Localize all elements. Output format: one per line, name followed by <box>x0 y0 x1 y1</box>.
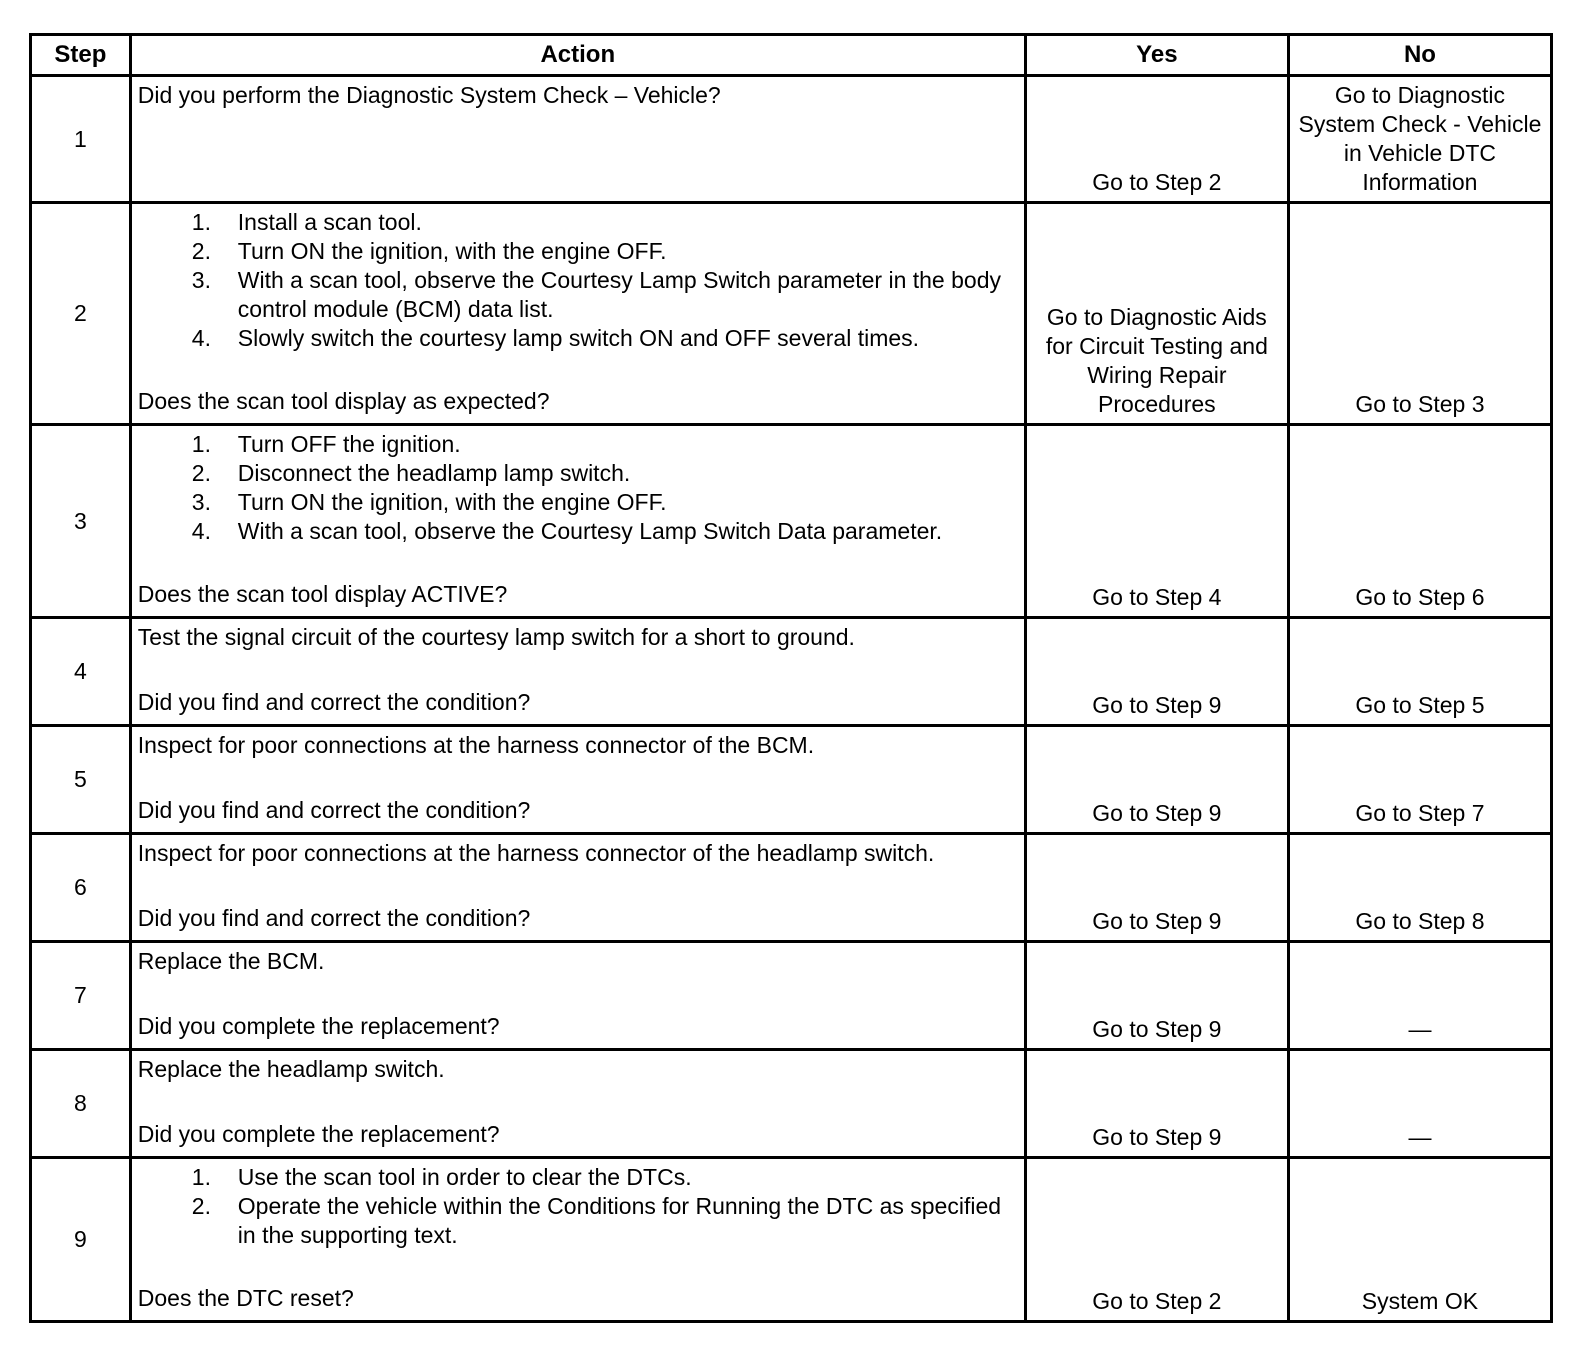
step-number: 7 <box>31 942 131 1050</box>
step-number: 6 <box>31 834 131 942</box>
procedure-item: Turn ON the ignition, with the engine OFF. <box>237 489 667 515</box>
step-number: 3 <box>31 425 131 618</box>
header-no: No <box>1288 35 1551 76</box>
table-row <box>31 203 1552 425</box>
step-number: 8 <box>31 1050 131 1158</box>
yes-result: Go to Step 9 <box>1025 942 1288 1050</box>
table-row <box>31 425 1552 618</box>
table-row <box>31 618 1552 726</box>
yes-result: Go to Step 2 <box>1025 76 1288 203</box>
header-action: Action <box>130 35 1025 76</box>
action-text: Inspect for poor connections at the harness connector of the BCM. <box>137 732 815 758</box>
procedure-list <box>138 430 1018 546</box>
action-cell <box>130 834 1025 942</box>
procedure-list <box>138 1163 1018 1250</box>
yes-result: Go to Step 4 <box>1025 425 1288 618</box>
no-result: Go to Step 5 <box>1288 618 1551 726</box>
action-text: Inspect for poor connections at the harness connector of the headlamp switch. <box>137 840 935 866</box>
step-number: 4 <box>31 618 131 726</box>
action-cell <box>130 1158 1025 1322</box>
no-result: Go to Diagnostic System Check - Vehicle in Vehicle DTC Information <box>1288 76 1551 203</box>
table-row <box>31 1158 1552 1322</box>
procedure-item: Slowly switch the courtesy lamp switch ON and OFF several times. <box>237 325 920 351</box>
no-result: Go to Step 3 <box>1288 203 1551 425</box>
diagnostic-table <box>29 33 1553 1323</box>
table-row <box>31 942 1552 1050</box>
action-question: Does the DTC reset? <box>137 1285 354 1311</box>
action-question: Did you find and correct the condition? <box>137 689 531 715</box>
procedure-item: With a scan tool, observe the Courtesy Lamp Switch Data parameter. <box>237 518 943 544</box>
table-row <box>31 726 1552 834</box>
no-result: Go to Step 6 <box>1288 425 1551 618</box>
procedure-item: With a scan tool, observe the Courtesy Lamp Switch parameter in the body control module (BCM) data list. <box>237 267 1001 322</box>
action-cell <box>130 1050 1025 1158</box>
step-number: 9 <box>31 1158 131 1322</box>
procedure-item: Operate the vehicle within the Conditions for Running the DTC as specified in the supporting text. <box>237 1193 1002 1248</box>
procedure-item: Install a scan tool. <box>237 209 422 235</box>
table-row <box>31 1050 1552 1158</box>
action-cell <box>130 942 1025 1050</box>
table-row <box>31 834 1552 942</box>
no-result: Go to Step 7 <box>1288 726 1551 834</box>
action-question: Did you find and correct the condition? <box>137 905 531 931</box>
procedure-item: Disconnect the headlamp lamp switch. <box>237 460 631 486</box>
action-cell <box>130 726 1025 834</box>
yes-result: Go to Step 9 <box>1025 726 1288 834</box>
action-text: Did you perform the Diagnostic System Check – Vehicle? <box>137 82 721 108</box>
header-yes: Yes <box>1025 35 1288 76</box>
action-question: Did you complete the replacement? <box>137 1121 500 1147</box>
action-question: Does the scan tool display as expected? <box>137 388 550 414</box>
action-question: Does the scan tool display ACTIVE? <box>137 581 508 607</box>
yes-result: Go to Step 9 <box>1025 1050 1288 1158</box>
action-text: Replace the headlamp switch. <box>137 1056 445 1082</box>
table-row <box>31 76 1552 203</box>
yes-result: Go to Diagnostic Aids for Circuit Testing and Wiring Repair Procedures <box>1025 203 1288 425</box>
procedure-item: Turn OFF the ignition. <box>237 431 461 457</box>
no-result: System OK <box>1288 1158 1551 1322</box>
action-question: Did you complete the replacement? <box>137 1013 500 1039</box>
step-number: 5 <box>31 726 131 834</box>
action-question: Did you find and correct the condition? <box>137 797 531 823</box>
procedure-item: Turn ON the ignition, with the engine OFF. <box>237 238 667 264</box>
action-cell <box>130 425 1025 618</box>
action-text: Test the signal circuit of the courtesy lamp switch for a short to ground. <box>137 624 855 650</box>
step-number: 1 <box>31 76 131 203</box>
yes-result: Go to Step 9 <box>1025 834 1288 942</box>
no-result: — <box>1288 1050 1551 1158</box>
step-number: 2 <box>31 203 131 425</box>
procedure-list <box>138 208 1018 353</box>
procedure-item: Use the scan tool in order to clear the DTCs. <box>237 1164 692 1190</box>
action-text: Replace the BCM. <box>137 948 325 974</box>
no-result: Go to Step 8 <box>1288 834 1551 942</box>
yes-result: Go to Step 2 <box>1025 1158 1288 1322</box>
no-result: — <box>1288 942 1551 1050</box>
action-cell <box>130 203 1025 425</box>
action-cell <box>130 76 1025 203</box>
action-cell <box>130 618 1025 726</box>
header-step: Step <box>31 35 131 76</box>
header-row <box>31 35 1552 76</box>
yes-result: Go to Step 9 <box>1025 618 1288 726</box>
